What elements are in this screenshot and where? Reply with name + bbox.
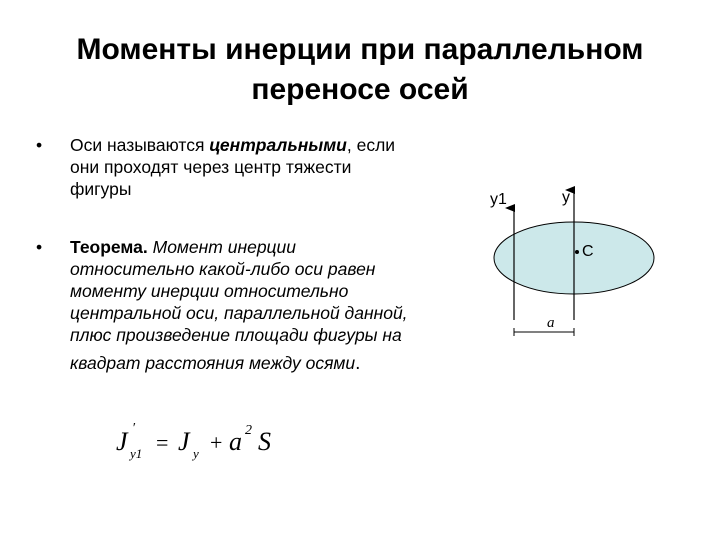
- term-theorem: Теорема.: [70, 237, 148, 257]
- slide-title: [30, 30, 690, 110]
- formula-j-prime: J: [116, 427, 128, 456]
- formula-prime: ′: [132, 421, 136, 436]
- bullet-text: [70, 236, 470, 375]
- formula-exponent: 2: [245, 423, 252, 438]
- label-a: a: [547, 315, 555, 331]
- parallel-axis-formula: [112, 414, 302, 464]
- centroid-point: [575, 250, 579, 254]
- bullet-marker: •: [36, 135, 43, 155]
- bullet-line: плюс произведение площади фигуры на: [70, 325, 402, 345]
- bullet-line: [70, 236, 470, 258]
- label-y: y: [562, 189, 570, 206]
- formula-equals: =: [156, 430, 169, 455]
- bullet-text: [70, 134, 470, 200]
- label-y1: y1: [490, 191, 507, 208]
- bullet-line: фигуры: [70, 179, 132, 199]
- formula-plus: +: [210, 430, 223, 455]
- text-run: Момент инерции: [147, 237, 297, 257]
- text-run: квадрат расстояния между осями: [70, 353, 356, 373]
- text-run: , если: [346, 135, 396, 155]
- bullet-line: [70, 134, 470, 156]
- formula-j: J: [178, 427, 190, 456]
- title-line-2: переносе осей: [251, 73, 469, 106]
- label-c: C: [582, 243, 594, 260]
- bullet-line: центральной оси, параллельной данной,: [70, 303, 408, 323]
- term-central: центральными: [209, 135, 347, 155]
- formula-sub-y: y: [193, 446, 199, 461]
- bullet-line: они проходят через центр тяжести: [70, 157, 352, 177]
- formula-a: a: [229, 427, 242, 456]
- formula-s: S: [258, 427, 271, 456]
- text-run: .: [355, 353, 361, 374]
- bullet-line: [70, 352, 470, 375]
- axes-diagram: [478, 170, 678, 350]
- formula-sub-y1: y1: [130, 446, 143, 461]
- bullet-line: относительно какой-либо оси равен: [70, 259, 376, 279]
- bullet-line: моменту инерции относительно: [70, 281, 349, 301]
- text-run: Оси называются: [70, 135, 210, 155]
- title-line-1: Моменты инерции при параллельном: [76, 33, 644, 66]
- bullet-marker: •: [36, 237, 43, 257]
